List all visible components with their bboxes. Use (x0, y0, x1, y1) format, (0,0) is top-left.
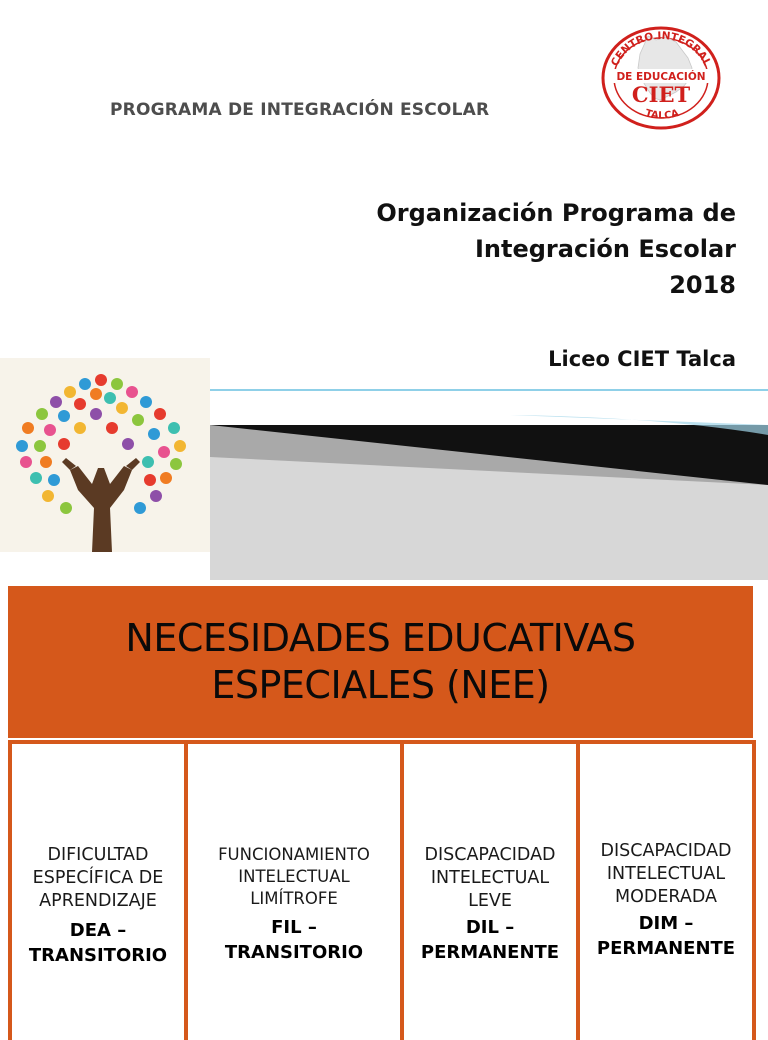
tree-of-hands-illustration-icon (0, 358, 210, 552)
category-box-dim (576, 740, 756, 1040)
title-line-1: Organización Programa de (376, 199, 736, 227)
category-code: DIM – PERMANENTE (596, 913, 736, 959)
title-year: 2018 (669, 271, 736, 299)
nee-title-line-1: NECESIDADES EDUCATIVAS (125, 615, 636, 660)
program-header: PROGRAMA DE INTEGRACIÓN ESCOLAR (110, 100, 490, 120)
nee-title-line-2: ESPECIALES (NEE) (211, 663, 550, 707)
ciet-seal-logo-icon (596, 22, 726, 132)
logo-arc-top: CENTRO INTEGRAL (608, 29, 714, 69)
category-code: FIL – TRANSITORIO (224, 917, 364, 963)
decorative-swoosh-graphic (210, 385, 768, 580)
logo-arc-bottom: TALCA (643, 108, 681, 122)
category-box-dea (8, 740, 188, 1040)
slide-title (216, 195, 736, 303)
school-name: Liceo CIET Talca (548, 347, 736, 371)
category-code: DIL – PERMANENTE (420, 917, 560, 963)
title-line-2: Integración Escolar (474, 235, 736, 263)
category-code: DEA – TRANSITORIO (28, 920, 168, 966)
category-box-dil (400, 740, 580, 1040)
logo-middle-text: DE EDUCACIÓN (616, 71, 706, 83)
category-description: DIFICULTAD ESPECÍFICA DE APRENDIZAJE (32, 845, 164, 912)
logo-acronym: CIET (631, 82, 691, 107)
category-box-fil (184, 740, 404, 1040)
nee-banner (8, 586, 753, 738)
category-description: FUNCIONAMIENTO INTELECTUAL LIMÍTROFE (218, 845, 370, 908)
category-description: DISCAPACIDAD INTELECTUAL LEVE (424, 845, 556, 912)
nee-category-boxes (8, 738, 753, 1024)
category-description: DISCAPACIDAD INTELECTUAL MODERADA (600, 841, 732, 908)
